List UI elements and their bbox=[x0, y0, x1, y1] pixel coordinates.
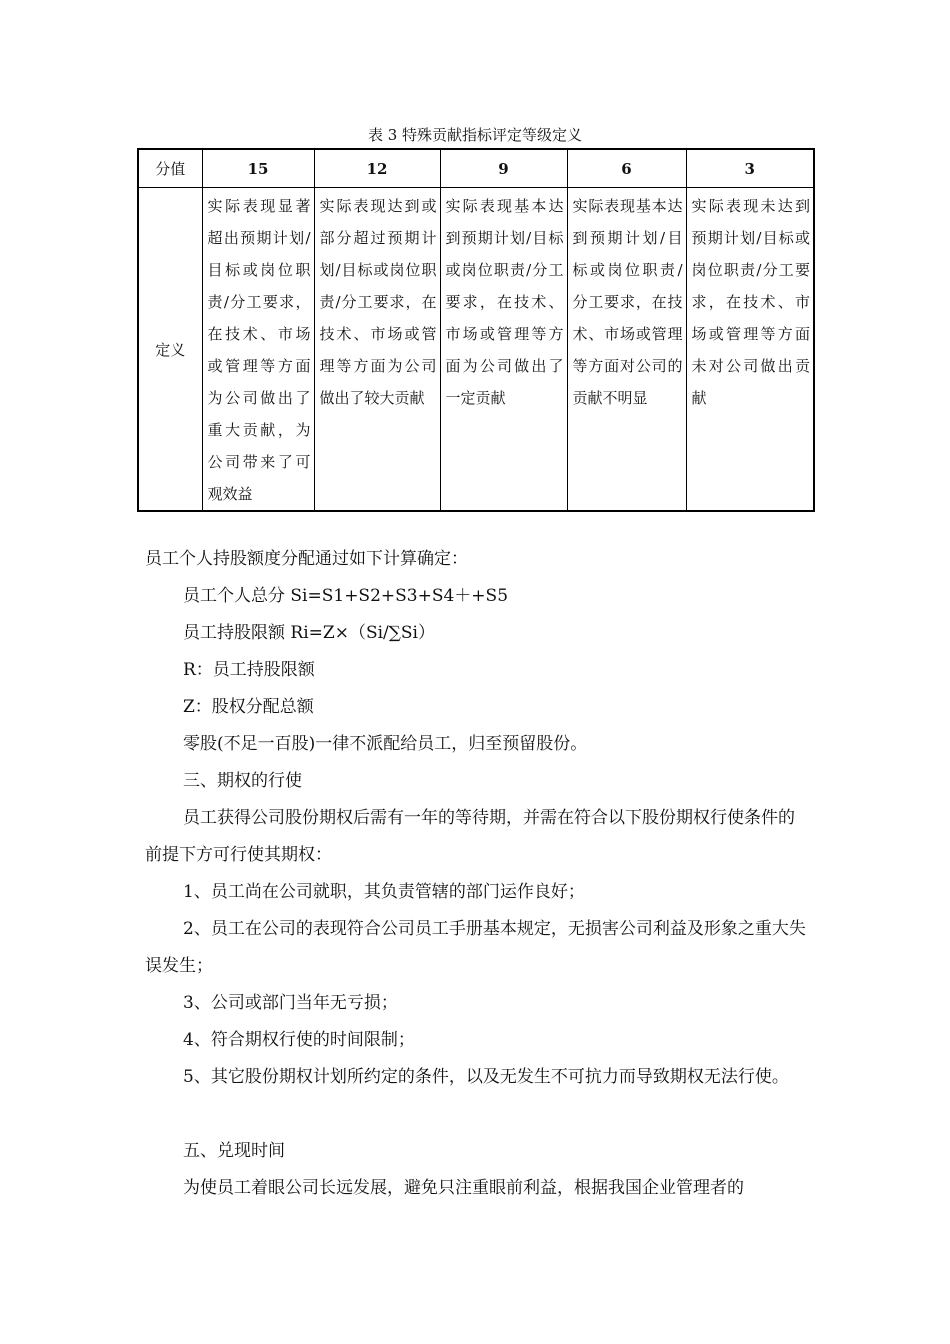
section-heading-redemption: 五、兑现时间 bbox=[183, 1141, 285, 1161]
list-item-condition-5: 5、其它股份期权计划所约定的条件，以及无发生不可抗力而导致期权无法行使。 bbox=[183, 1067, 789, 1087]
definition-cell bbox=[202, 188, 314, 512]
definition-label-cell: 定义 bbox=[138, 188, 202, 512]
score-cell: 15 bbox=[202, 149, 314, 188]
definition-cell bbox=[440, 188, 567, 512]
score-cell: 9 bbox=[440, 149, 567, 188]
definition-r: R：员工持股限额 bbox=[183, 660, 315, 680]
list-item-condition-1: 1、员工尚在公司就职，其负责管辖的部门运作良好； bbox=[183, 882, 585, 902]
definition-text: 实际表现基本达到预期计划/目标或岗位职责/分工要求，在技术、市场或管理等方面对公司的贡献不明显 bbox=[572, 197, 683, 407]
paragraph-redemption: 为使员工着眼公司长远发展，避免只注重眼前利益，根据我国企业管理者的 bbox=[183, 1178, 744, 1198]
definition-cell bbox=[686, 188, 814, 512]
score-cell: 6 bbox=[567, 149, 686, 188]
list-item-condition-3: 3、公司或部门当年无亏损； bbox=[183, 993, 398, 1013]
section-heading-exercise: 三、期权的行使 bbox=[183, 771, 302, 791]
definition-z: Z：股权分配总额 bbox=[183, 697, 314, 717]
definition-cell bbox=[314, 188, 440, 512]
score-label-cell: 分值 bbox=[138, 149, 202, 188]
paragraph-exercise-conditions: 员工获得公司股份期权后需有一年的等待期，并需在符合以下股份期权行使条件的前提下方可行使其期权： bbox=[145, 808, 795, 865]
paragraph-odd-lots: 零股(不足一百股)一律不派配给员工，归至预留股份。 bbox=[183, 734, 588, 754]
list-item-condition-4: 4、符合期权行使的时间限制； bbox=[183, 1030, 415, 1050]
paragraph-allocation-intro: 员工个人持股额度分配通过如下计算确定： bbox=[145, 549, 468, 569]
definition-cell bbox=[567, 188, 686, 512]
score-cell: 12 bbox=[314, 149, 440, 188]
formula-holding-limit: 员工持股限额 Ri=Z×（Si/∑Si） bbox=[183, 623, 435, 643]
definition-text: 实际表现基本达到预期计划/目标或岗位职责/分工要求，在技术、市场或管理等方面为公司做出了一定贡献 bbox=[445, 197, 564, 407]
table-definition-row bbox=[138, 188, 814, 512]
definition-text: 实际表现达到或部分超过预期计划/目标或岗位职责/分工要求，在技术、市场或管理等方面为公司做出了较大贡献 bbox=[319, 197, 437, 407]
formula-total-score: 员工个人总分 Si=S1+S2+S3+S4＋+S5 bbox=[183, 586, 509, 606]
definition-text: 实际表现未达到预期计划/目标或岗位职责/分工要求，在技术、市场或管理等方面未对公司做出贡献 bbox=[691, 197, 810, 407]
definition-text: 实际表现显著超出预期计划/目标或岗位职责/分工要求，在技术、市场或管理等方面为公司做出了重大贡献，为公司带来了可观效益 bbox=[207, 197, 311, 503]
table-caption: 表 3 特殊贡献指标评定等级定义 bbox=[367, 126, 583, 144]
table-header-row bbox=[138, 149, 814, 188]
contribution-grade-table bbox=[137, 148, 815, 512]
list-item-condition-2: 2、员工在公司的表现符合公司员工手册基本规定，无损害公司利益及形象之重大失误发生； bbox=[145, 919, 806, 976]
score-cell: 3 bbox=[686, 149, 814, 188]
